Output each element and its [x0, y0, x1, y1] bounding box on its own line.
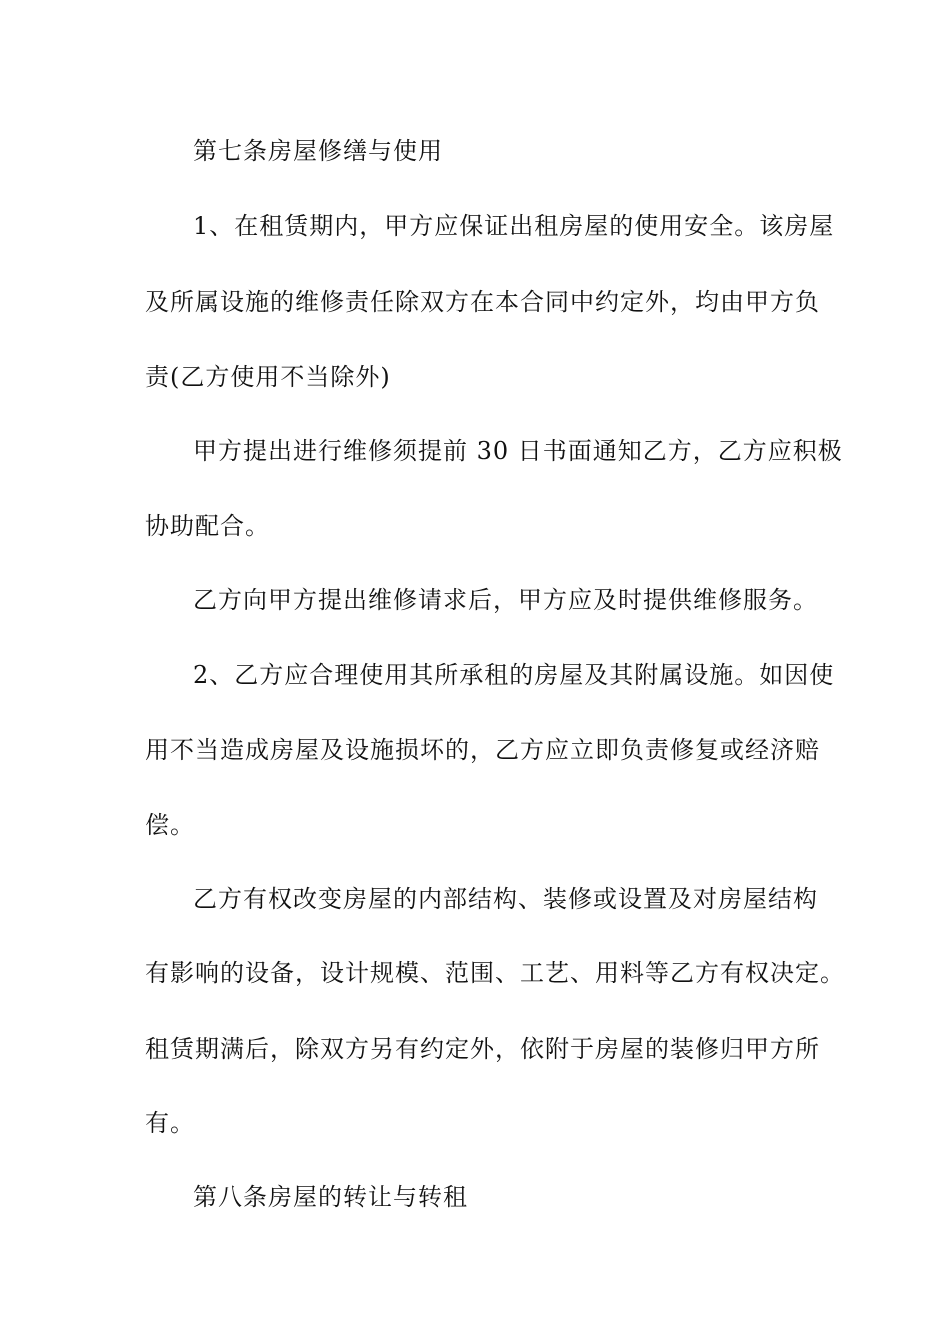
section-heading: 第七条房屋修缮与使用: [193, 137, 443, 165]
paragraph-line: 责(乙方使用不当除外): [145, 363, 391, 391]
paragraph-line: 1、在租赁期内，甲方应保证出租房屋的使用安全。该房屋: [193, 212, 835, 240]
paragraph-line: 租赁期满后，除双方另有约定外，依附于房屋的装修归甲方所: [145, 1035, 820, 1063]
paragraph-line: 用不当造成房屋及设施损坏的，乙方应立即负责修复或经济赔: [145, 736, 820, 764]
paragraph-line: 偿。: [145, 811, 195, 839]
paragraph-line: 有。: [145, 1109, 195, 1137]
paragraph-line: 及所属设施的维修责任除双方在本合同中约定外，均由甲方负: [145, 288, 820, 316]
paragraph-line: 协助配合。: [145, 512, 270, 540]
paragraph-line: 乙方向甲方提出维修请求后，甲方应及时提供维修服务。: [193, 586, 818, 614]
paragraph-line: 2、乙方应合理使用其所承租的房屋及其附属设施。如因使: [193, 661, 835, 689]
paragraph-line: 有影响的设备，设计规模、范围、工艺、用料等乙方有权决定。: [145, 959, 845, 987]
section-heading: 第八条房屋的转让与转租: [193, 1183, 468, 1211]
paragraph-line: 甲方提出进行维修须提前 30 日书面通知乙方，乙方应积极: [193, 437, 843, 465]
paragraph-line: 乙方有权改变房屋的内部结构、装修或设置及对房屋结构: [193, 885, 818, 913]
